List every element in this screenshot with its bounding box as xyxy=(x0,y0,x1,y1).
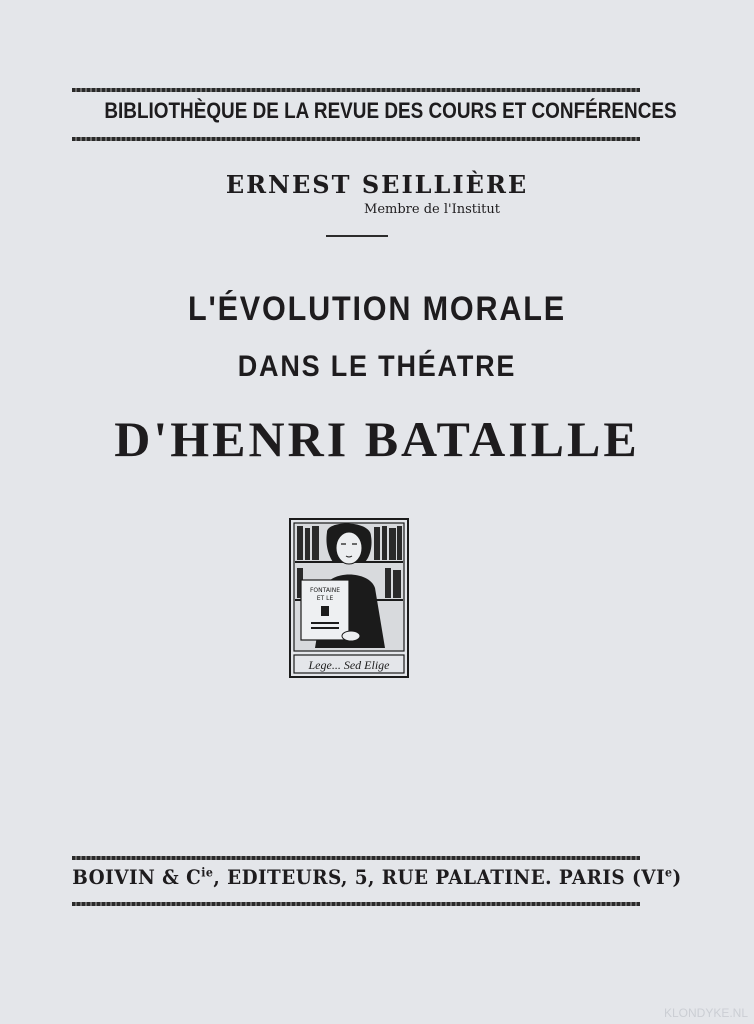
vignette-book-text-2: ET LE xyxy=(316,595,334,602)
title-line-1: L'ÉVOLUTION MORALE xyxy=(188,290,566,328)
publisher-name-sup: ie xyxy=(201,865,214,880)
publisher-vignette-image xyxy=(289,518,409,678)
vignette-motto: Lege... Sed Elige xyxy=(308,658,390,672)
series-title: BIBLIOTHÈQUE DE LA REVUE DES COURS ET CONFÉRENCES xyxy=(104,98,677,123)
publisher-address: , EDITEURS, 5, RUE PALATINE. PARIS (VI xyxy=(213,865,666,889)
short-divider xyxy=(326,235,388,237)
watermark: KLONDYKE.NL xyxy=(663,1006,748,1020)
author-name: ERNEST SEILLIÈRE xyxy=(225,170,529,199)
author-note: Membre de l'Institut xyxy=(364,202,500,217)
publisher-imprint xyxy=(67,865,687,889)
series-rule xyxy=(72,137,640,141)
title-line-2: DANS LE THÉATRE xyxy=(237,350,517,383)
publisher-end: ) xyxy=(672,865,682,889)
vignette-book-text: FONTAINE xyxy=(309,587,341,594)
publisher-bottom-rule xyxy=(72,902,640,906)
publisher-name: BOIVIN & C xyxy=(72,865,202,889)
top-rule xyxy=(72,88,640,92)
title-line-3: D'HENRI BATAILLE xyxy=(114,411,640,467)
publisher-top-rule xyxy=(72,856,640,860)
publisher-address-sup: e xyxy=(665,865,673,880)
